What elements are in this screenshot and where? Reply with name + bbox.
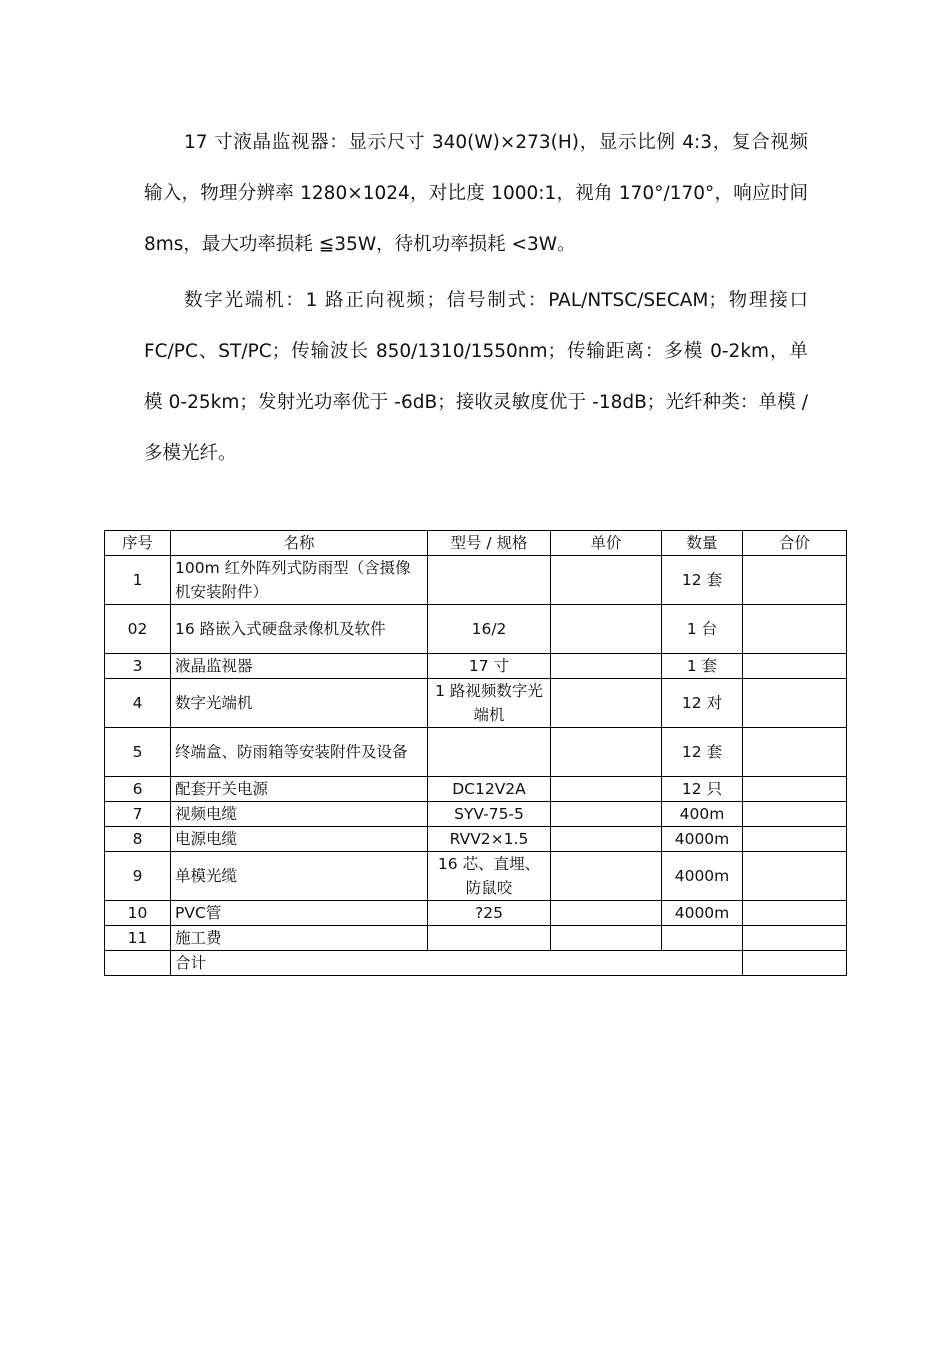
cell-no: 11 — [105, 926, 171, 951]
cell-name: 液晶监视器 — [171, 654, 428, 679]
cell-unit-price — [551, 802, 662, 827]
header-quantity: 数量 — [662, 531, 743, 556]
cell-total-price — [743, 556, 847, 605]
table-row — [105, 654, 847, 679]
cell-unit-price — [551, 605, 662, 654]
cell-total-price — [743, 679, 847, 728]
cell-name: 数字光端机 — [171, 679, 428, 728]
cell-name: 电源电缆 — [171, 827, 428, 852]
cell-name: 100m 红外阵列式防雨型（含摄像机安装附件） — [171, 556, 428, 605]
cell-no: 4 — [105, 679, 171, 728]
cell-quantity: 1 套 — [662, 654, 743, 679]
optical-transceiver-spec-paragraph: 数字光端机：1 路正向视频；信号制式：PAL/NTSC/SECAM；物理接口 FC/PC、ST/PC；传输波长 850/1310/1550nm；传输距离：多模 0-2km，单模 0-25km；发射光功率优于 -6dB；接收灵敏度优于 -18dB；光纤种类：单模 /多模光纤。 — [144, 290, 808, 464]
table-row — [105, 556, 847, 605]
cell-model: 1 路视频数字光端机 — [428, 679, 551, 728]
table-row — [105, 827, 847, 852]
header-no: 序号 — [105, 531, 171, 556]
cell-unit-price — [551, 926, 662, 951]
cell-quantity: 12 对 — [662, 679, 743, 728]
cell-unit-price — [551, 777, 662, 802]
cell-name: 施工费 — [171, 926, 428, 951]
cell-model: DC12V2A — [428, 777, 551, 802]
cell-quantity: 400m — [662, 802, 743, 827]
cell-name: 单模光缆 — [171, 852, 428, 901]
cell-quantity: 1 台 — [662, 605, 743, 654]
header-model: 型号 / 规格 — [428, 531, 551, 556]
cell-total-price — [743, 802, 847, 827]
cell-total-price — [743, 827, 847, 852]
cell-quantity: 4000m — [662, 827, 743, 852]
cell-total-price — [743, 901, 847, 926]
cell-unit-price — [551, 901, 662, 926]
cell-unit-price — [551, 827, 662, 852]
cell-no: 1 — [105, 556, 171, 605]
table-row — [105, 728, 847, 777]
cell-name: PVC管 — [171, 901, 428, 926]
cell-name: 配套开关电源 — [171, 777, 428, 802]
table-row — [105, 852, 847, 901]
monitor-spec-paragraph: 17 寸液晶监视器：显示尺寸 340(W)×273(H)，显示比例 4:3，复合视频输入，物理分辨率 1280×1024，对比度 1000:1，视角 170°/170°，响应时间 8ms，最大功率损耗 ≦35W，待机功率损耗 <3W。 — [144, 132, 808, 255]
cell-unit-price — [551, 728, 662, 777]
cell-total-price — [743, 926, 847, 951]
cell-model — [428, 728, 551, 777]
cell-quantity: 4000m — [662, 901, 743, 926]
cell-total-price — [743, 605, 847, 654]
cell-unit-price — [551, 654, 662, 679]
cell-no: 8 — [105, 827, 171, 852]
cell-no: 7 — [105, 802, 171, 827]
cell-name: 16 路嵌入式硬盘录像机及软件 — [171, 605, 428, 654]
cell-quantity: 12 套 — [662, 728, 743, 777]
cell-model: 17 寸 — [428, 654, 551, 679]
total-label: 合计 — [171, 951, 743, 976]
cell-quantity: 12 套 — [662, 556, 743, 605]
cell-no: 5 — [105, 728, 171, 777]
cell-no: 10 — [105, 901, 171, 926]
table-row — [105, 926, 847, 951]
cell-no: 6 — [105, 777, 171, 802]
header-unit-price: 单价 — [551, 531, 662, 556]
table-row — [105, 679, 847, 728]
cell-grand-total — [743, 951, 847, 976]
cell-model: ?25 — [428, 901, 551, 926]
cell-unit-price — [551, 852, 662, 901]
cell-no: 02 — [105, 605, 171, 654]
cell-model: RVV2×1.5 — [428, 827, 551, 852]
table-row — [105, 901, 847, 926]
table-header-row — [105, 531, 847, 556]
cell-model: SYV-75-5 — [428, 802, 551, 827]
table-row — [105, 802, 847, 827]
header-total-price: 合价 — [743, 531, 847, 556]
table-total-row — [105, 951, 847, 976]
cell-total-price — [743, 654, 847, 679]
cell-quantity — [662, 926, 743, 951]
cell-no: 3 — [105, 654, 171, 679]
cell-no — [105, 951, 171, 976]
cell-no: 9 — [105, 852, 171, 901]
header-name: 名称 — [171, 531, 428, 556]
cell-quantity: 4000m — [662, 852, 743, 901]
table-row — [105, 777, 847, 802]
cell-name: 终端盒、防雨箱等安装附件及设备 — [171, 728, 428, 777]
cell-quantity: 12 只 — [662, 777, 743, 802]
cell-unit-price — [551, 556, 662, 605]
cell-name: 视频电缆 — [171, 802, 428, 827]
cell-model — [428, 556, 551, 605]
cell-total-price — [743, 852, 847, 901]
cell-unit-price — [551, 679, 662, 728]
cell-total-price — [743, 777, 847, 802]
cell-model — [428, 926, 551, 951]
table-row — [105, 605, 847, 654]
cell-model: 16/2 — [428, 605, 551, 654]
cell-model: 16 芯、直埋、防鼠咬 — [428, 852, 551, 901]
equipment-list-table — [104, 530, 847, 976]
cell-total-price — [743, 728, 847, 777]
